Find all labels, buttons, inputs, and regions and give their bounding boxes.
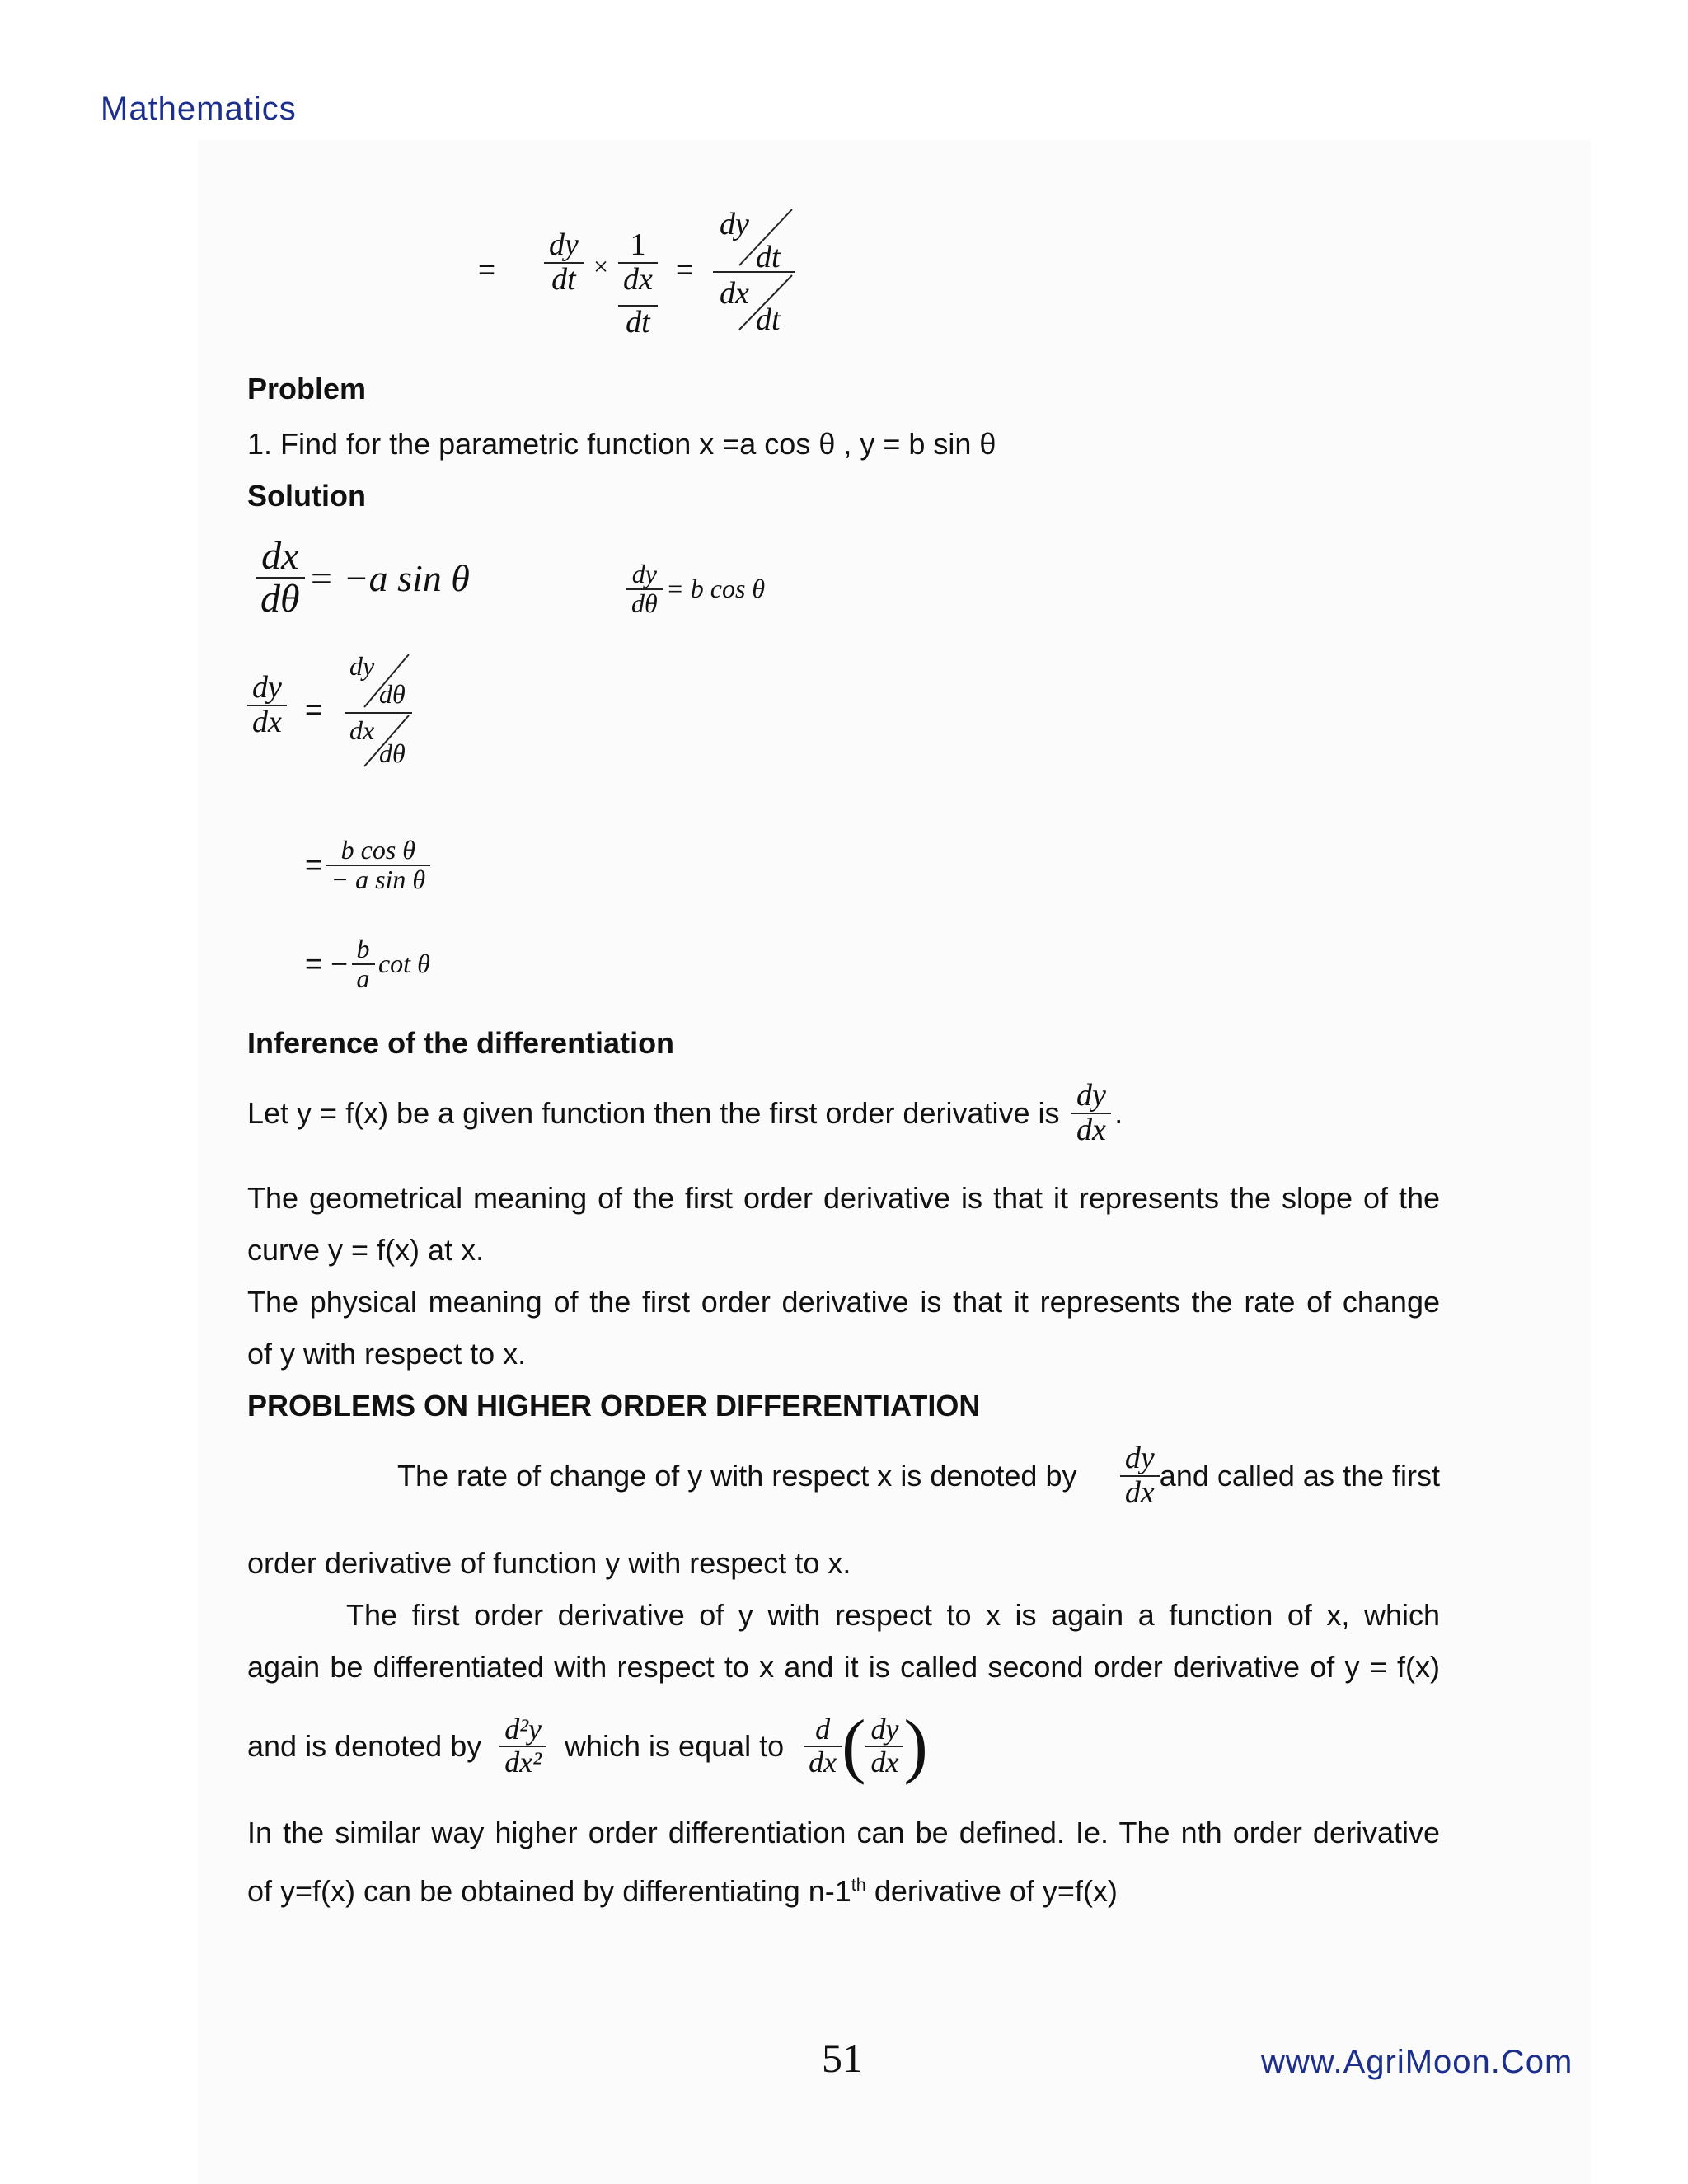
higher-p2-line1: The first order derivative of y with respect to x is again a function of x, which xyxy=(346,1598,1440,1632)
higher-p3-line2: of y=f(x) can be obtained by differentiating n-1th derivative of y=f(x) xyxy=(247,1874,1118,1908)
inference-line-1: Let y = f(x) be a given function then the first order derivative is $\frac{dy}{dx}$ . xyxy=(247,1078,1123,1147)
solution-heading: Solution xyxy=(247,479,366,513)
footer-site-link[interactable]: www.AgriMoon.Com xyxy=(1261,2044,1573,2080)
problem-heading: Problem xyxy=(247,372,367,405)
inference-p3-line2: of y with respect to x. xyxy=(247,1337,527,1371)
inference-p2-line2: curve y = f(x) at x. xyxy=(247,1233,485,1267)
inference-p2-line1: The geometrical meaning of the first order derivative is that it represents the slope of the xyxy=(247,1181,1440,1215)
frac-dy-dt: dy dt xyxy=(544,229,584,297)
frac-one-over-dxdt: 1 dx dt xyxy=(618,229,658,340)
eq-step-2: = − $\frac{b}{a}$ cot θ xyxy=(305,934,430,993)
eq-dx-dtheta: $\frac{dx}{d\theta}$ = −a sin θ xyxy=(256,536,470,621)
inference-p3-line1: The physical meaning of the first order derivative is that it represents the rate of change xyxy=(247,1285,1440,1319)
higher-p1-line2: order derivative of function y with respect to x. xyxy=(247,1546,851,1580)
eq-dydx-ratio: dy dx = dy dθ dx dθ xyxy=(247,651,429,775)
eq-dy-dtheta: $\frac{dy}{d\theta}$ = b cos θ xyxy=(626,560,765,617)
higher-p3-line1: In the similar way higher order differentiation can be defined. Ie. The nth order derivative xyxy=(247,1816,1440,1849)
times-sign: × xyxy=(593,251,609,281)
slashed-fraction: dy dt dx dt xyxy=(713,206,804,338)
eq-sign-2: = xyxy=(676,252,694,286)
eq-sign: = xyxy=(478,252,496,286)
higher-order-heading: PROBLEMS ON HIGHER ORDER DIFFERENTIATION xyxy=(247,1389,981,1422)
equation-chain-rule xyxy=(478,206,824,354)
page-number: 51 xyxy=(822,2035,863,2081)
higher-p2-line2: again be differentiated with respect to x and it is called second order derivative of y = f(x) xyxy=(247,1650,1440,1684)
higher-p2-line3: and is denoted by $\frac{\text{d²y}}{\text{dx²}}$ which is equal to $\frac{d}{dx}$ ( $\frac{dy}{dx}$ ) xyxy=(247,1706,928,1786)
higher-p1-line1: The rate of change of y with respect x is denoted by $\frac{dy}{dx}$ and called as the first xyxy=(397,1441,1440,1510)
slash-marks xyxy=(738,208,795,331)
eq-step-1: = $\frac{\text{b cos θ}}{\text{− a sin θ}}$ xyxy=(305,837,430,893)
header-title: Mathematics xyxy=(101,91,297,127)
problem-text: 1. Find for the parametric function x =a cos θ , y = b sin θ xyxy=(247,427,996,461)
inference-heading: Inference of the differentiation xyxy=(247,1026,675,1060)
